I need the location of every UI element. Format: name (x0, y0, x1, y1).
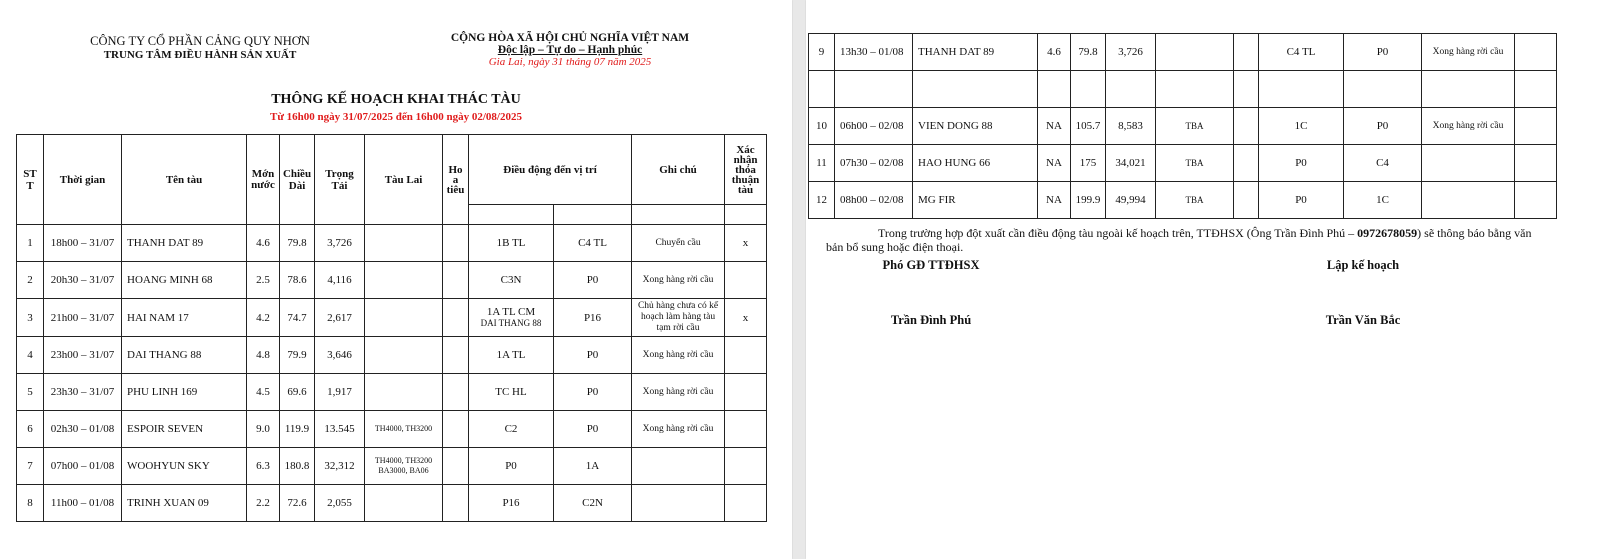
cell-to: C4 TL (554, 225, 632, 262)
cell-to (1344, 71, 1422, 108)
cell-ship-name: TRINH XUAN 09 (122, 485, 247, 522)
table-row (809, 108, 1557, 145)
col-header-stt: ST T (17, 135, 44, 225)
company-header (70, 34, 330, 61)
cell-stt: 2 (17, 262, 44, 299)
cell-remark (632, 485, 725, 522)
cell-length: 105.7 (1071, 108, 1106, 145)
col-header-tug: Tàu Lai (365, 135, 443, 225)
cell-tonnage: 3,646 (315, 337, 365, 374)
cell-tug (365, 299, 443, 337)
cell-pilot (1234, 71, 1259, 108)
cell-length: 69.6 (280, 374, 315, 411)
table-row (17, 374, 767, 411)
col-header-move: Điều động đến vị trí (469, 135, 632, 205)
cell-remark (1422, 145, 1515, 182)
cell-from: 1A TL (469, 337, 554, 374)
cell-confirm (725, 485, 767, 522)
cell-ship-name: THANH DAT 89 (122, 225, 247, 262)
cell-ship-name: HAI NAM 17 (122, 299, 247, 337)
footer-note (826, 226, 1546, 254)
cell-from: P0 (1259, 182, 1344, 219)
cell-time: 02h30 – 01/08 (44, 411, 122, 448)
cell-stt (809, 71, 835, 108)
cell-ship-name: THANH DAT 89 (913, 34, 1038, 71)
cell-tonnage (1106, 71, 1156, 108)
cell-remark: Xong hàng rời cầu (632, 337, 725, 374)
cell-remark: Xong hàng rời cầu (1422, 108, 1515, 145)
footer-note-phone: 0972678059 (1357, 226, 1418, 240)
cell-tug: TBA (1156, 145, 1234, 182)
nation-name: CỘNG HÒA XÃ HỘI CHỦ NGHĨA VIỆT NAM (450, 32, 690, 44)
cell-from-extra: DAI THANG 88 (480, 318, 542, 328)
cell-from: 1C (1259, 108, 1344, 145)
col-header-pilot: Ho a tiêu (443, 135, 469, 225)
cell-tonnage: 2,617 (315, 299, 365, 337)
cell-to: P0 (1344, 34, 1422, 71)
cell-confirm (725, 337, 767, 374)
cell-draft (1038, 71, 1071, 108)
cell-tug (365, 337, 443, 374)
cell-pilot (443, 225, 469, 262)
center-name: TRUNG TÂM ĐIỀU HÀNH SẢN XUẤT (103, 49, 297, 61)
cell-remark (632, 448, 725, 485)
cell-tonnage: 49,994 (1106, 182, 1156, 219)
col-header-length: Chiều Dài (280, 135, 315, 225)
cell-pilot (443, 299, 469, 337)
cell-to: P0 (554, 374, 632, 411)
signature-left-name: Trần Đình Phú (890, 313, 972, 327)
cell-remark: Xong hàng rời cầu (632, 374, 725, 411)
cell-ship-name: MG FIR (913, 182, 1038, 219)
cell-time: 13h30 – 01/08 (835, 34, 913, 71)
cell-tug (365, 374, 443, 411)
cell-time: 07h30 – 02/08 (835, 145, 913, 182)
cell-length: 119.9 (280, 411, 315, 448)
cell-from: P16 (469, 485, 554, 522)
cell-from (469, 299, 554, 337)
cell-length: 180.8 (280, 448, 315, 485)
cell-pilot (1234, 182, 1259, 219)
col-header-tonnage: Trọng Tải (315, 135, 365, 225)
cell-draft: 4.2 (247, 299, 280, 337)
cell-tonnage: 34,021 (1106, 145, 1156, 182)
cell-confirm: x (725, 225, 767, 262)
cell-tonnage: 2,055 (315, 485, 365, 522)
cell-time: 21h00 – 31/07 (44, 299, 122, 337)
table-row (17, 411, 767, 448)
cell-to: P0 (554, 337, 632, 374)
cell-draft: 6.3 (247, 448, 280, 485)
cell-length: 74.7 (280, 299, 315, 337)
cell-stt: 11 (809, 145, 835, 182)
cell-remark (1422, 71, 1515, 108)
cell-to: P16 (554, 299, 632, 337)
cell-tonnage: 4,116 (315, 262, 365, 299)
cell-confirm: x (725, 299, 767, 337)
cell-draft: 2.2 (247, 485, 280, 522)
cell-length: 199.9 (1071, 182, 1106, 219)
cell-pilot (443, 337, 469, 374)
cell-to: P0 (554, 411, 632, 448)
cell-length (1071, 71, 1106, 108)
cell-tonnage: 3,726 (315, 225, 365, 262)
cell-tonnage: 1,917 (315, 374, 365, 411)
national-motto: Độc lập – Tự do – Hạnh phúc (497, 44, 643, 56)
company-name: CÔNG TY CỔ PHẦN CẢNG QUY NHƠN (90, 34, 310, 48)
cell-time: 18h00 – 31/07 (44, 225, 122, 262)
cell-remark: Chuyển cầu (632, 225, 725, 262)
cell-confirm (1515, 71, 1557, 108)
cell-length: 79.8 (280, 225, 315, 262)
col-header-confirm: Xác nhận thỏa thuận tàu (725, 135, 767, 205)
cell-draft: 9.0 (247, 411, 280, 448)
col-header-time: Thời gian (44, 135, 122, 225)
cell-confirm (1515, 108, 1557, 145)
cell-pilot (1234, 145, 1259, 182)
cell-to: 1A (554, 448, 632, 485)
signature-right-title: Lập kế hoạch (1326, 258, 1400, 272)
col-subheader-from (469, 205, 554, 225)
schedule-body-continued (809, 34, 1557, 219)
cell-from (1259, 71, 1344, 108)
date-line: Gia Lai, ngày 31 tháng 07 năm 2025 (488, 56, 652, 68)
cell-tug: TBA (1156, 182, 1234, 219)
cell-draft: 2.5 (247, 262, 280, 299)
cell-pilot (443, 485, 469, 522)
cell-ship-name: HOANG MINH 68 (122, 262, 247, 299)
cell-tug: TBA (1156, 108, 1234, 145)
cell-time: 20h30 – 31/07 (44, 262, 122, 299)
cell-stt: 7 (17, 448, 44, 485)
cell-to: C4 (1344, 145, 1422, 182)
cell-from: P0 (1259, 145, 1344, 182)
cell-to: P0 (554, 262, 632, 299)
cell-time: 23h00 – 31/07 (44, 337, 122, 374)
cell-to: 1C (1344, 182, 1422, 219)
cell-draft: NA (1038, 145, 1071, 182)
table-row (17, 337, 767, 374)
cell-remark: Xong hàng rời cầu (632, 411, 725, 448)
table-row (809, 145, 1557, 182)
footer-note-post: ) sẽ thông báo bằng văn bản bổ sung hoặc điện thoại. (826, 226, 1532, 254)
cell-ship-name: PHU LINH 169 (122, 374, 247, 411)
cell-tonnage: 8,583 (1106, 108, 1156, 145)
cell-remark (1422, 182, 1515, 219)
cell-pilot (1234, 108, 1259, 145)
cell-remark: Chủ hàng chưa có kế hoạch làm hàng tàu tạm rời cầu (632, 299, 725, 337)
cell-remark: Xong hàng rời cầu (1422, 34, 1515, 71)
cell-tug (365, 225, 443, 262)
schedule-table (16, 134, 767, 522)
cell-ship-name: WOOHYUN SKY (122, 448, 247, 485)
cell-confirm (1515, 145, 1557, 182)
table-row (809, 71, 1557, 108)
cell-from-main: 1A TL CM (486, 306, 536, 318)
cell-from: C3N (469, 262, 554, 299)
cell-draft: NA (1038, 182, 1071, 219)
cell-remark: Xong hàng rời cầu (632, 262, 725, 299)
cell-time: 06h00 – 02/08 (835, 108, 913, 145)
document-title: THÔNG KẾ HOẠCH KHAI THÁC TÀU (271, 92, 521, 107)
schedule-body (17, 225, 767, 522)
cell-confirm (725, 448, 767, 485)
table-row (17, 448, 767, 485)
table-row (17, 225, 767, 262)
schedule-table-continued (808, 33, 1557, 219)
cell-pilot (1234, 34, 1259, 71)
cell-ship-name: ESPOIR SEVEN (122, 411, 247, 448)
cell-tug (365, 262, 443, 299)
cell-from: C2 (469, 411, 554, 448)
col-header-remark: Ghi chú (632, 135, 725, 205)
cell-draft: 4.6 (1038, 34, 1071, 71)
col-header-name: Tên tàu (122, 135, 247, 225)
document-subtitle: Từ 16h00 ngày 31/07/2025 đến 16h00 ngày 02/08/2025 (269, 111, 522, 123)
cell-stt: 6 (17, 411, 44, 448)
document-page-1 (0, 0, 792, 559)
cell-draft: 4.5 (247, 374, 280, 411)
cell-tug (1156, 71, 1234, 108)
cell-from: 1B TL (469, 225, 554, 262)
signature-left-title: Phó GĐ TTĐHSX (882, 258, 980, 272)
cell-ship-name: HAO HUNG 66 (913, 145, 1038, 182)
cell-tonnage: 13.545 (315, 411, 365, 448)
col-subheader-remark (632, 205, 725, 225)
cell-stt: 9 (809, 34, 835, 71)
cell-pilot (443, 448, 469, 485)
table-header-row (17, 135, 767, 205)
cell-length: 78.6 (280, 262, 315, 299)
cell-time (835, 71, 913, 108)
col-header-draft: Mớn nước (247, 135, 280, 225)
cell-draft: 4.8 (247, 337, 280, 374)
cell-tonnage: 32,312 (315, 448, 365, 485)
cell-length: 79.9 (280, 337, 315, 374)
cell-length: 72.6 (280, 485, 315, 522)
cell-from: C4 TL (1259, 34, 1344, 71)
signature-right-name: Trần Văn Bắc (1325, 313, 1401, 327)
table-row (809, 34, 1557, 71)
cell-confirm (1515, 182, 1557, 219)
cell-tonnage: 3,726 (1106, 34, 1156, 71)
cell-tug: TH4000, TH3200 (365, 411, 443, 448)
cell-time: 07h00 – 01/08 (44, 448, 122, 485)
cell-stt: 10 (809, 108, 835, 145)
footer-note-pre: Trong trường hợp đột xuất cần điều động tàu ngoài kế hoạch trên, TTĐHSX (Ông Trần Đình Phú – (878, 226, 1358, 240)
col-subheader-to (554, 205, 632, 225)
col-subheader-confirm (725, 205, 767, 225)
table-row (17, 485, 767, 522)
cell-stt: 4 (17, 337, 44, 374)
cell-confirm (725, 374, 767, 411)
cell-tug (1156, 34, 1234, 71)
cell-tug (365, 485, 443, 522)
cell-pilot (443, 411, 469, 448)
cell-tug: TH4000, TH3200 BA3000, BA06 (365, 448, 443, 485)
cell-to: C2N (554, 485, 632, 522)
cell-confirm (725, 262, 767, 299)
cell-stt: 1 (17, 225, 44, 262)
cell-draft: NA (1038, 108, 1071, 145)
cell-from: TC HL (469, 374, 554, 411)
cell-length: 79.8 (1071, 34, 1106, 71)
cell-pilot (443, 374, 469, 411)
cell-ship-name: DAI THANG 88 (122, 337, 247, 374)
cell-ship-name (913, 71, 1038, 108)
national-header (430, 32, 710, 68)
cell-stt: 8 (17, 485, 44, 522)
cell-to: P0 (1344, 108, 1422, 145)
cell-confirm (1515, 34, 1557, 71)
cell-length: 175 (1071, 145, 1106, 182)
cell-stt: 12 (809, 182, 835, 219)
cell-from: P0 (469, 448, 554, 485)
table-row (17, 299, 767, 337)
cell-time: 11h00 – 01/08 (44, 485, 122, 522)
table-row (809, 182, 1557, 219)
cell-pilot (443, 262, 469, 299)
cell-confirm (725, 411, 767, 448)
cell-draft: 4.6 (247, 225, 280, 262)
cell-stt: 5 (17, 374, 44, 411)
cell-time: 23h30 – 31/07 (44, 374, 122, 411)
table-row (17, 262, 767, 299)
cell-stt: 3 (17, 299, 44, 337)
cell-ship-name: VIEN DONG 88 (913, 108, 1038, 145)
cell-time: 08h00 – 02/08 (835, 182, 913, 219)
